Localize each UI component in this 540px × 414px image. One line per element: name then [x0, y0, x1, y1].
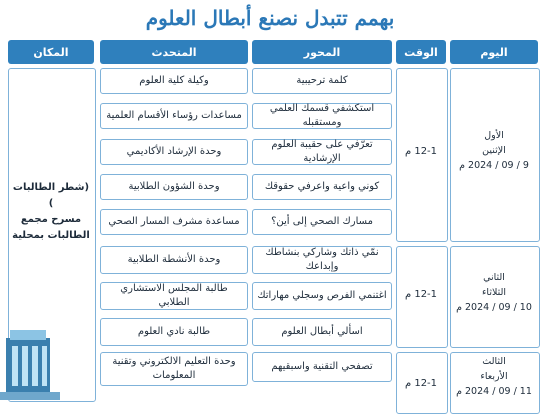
place-line-3: الطالبات بمحلية	[12, 230, 90, 241]
schedule-table	[8, 40, 538, 400]
day-2-name: الثاني	[483, 272, 505, 283]
day-1-speaker-5: مساعدة مشرف المسار الصحي	[100, 209, 248, 235]
col-header-speaker: المتحدث	[100, 40, 248, 64]
day-2-topic-3: اسألي أبطال العلوم	[252, 318, 392, 346]
header	[0, 0, 540, 40]
day-1-speaker-1: وكيلة كلية العلوم	[100, 68, 248, 94]
day-1-speaker-3: وحدة الإرشاد الأكاديمي	[100, 139, 248, 165]
day-1-speaker-2: مساعدات رؤساء الأقسام العلمية	[100, 103, 248, 129]
day-1-date: 9 / 09 / 2024 م	[459, 160, 529, 171]
day-3-weekday: الأربعاء	[480, 371, 508, 382]
day-1-topic-3: تعرّفي على حقيبة العلوم الإرشادية	[252, 139, 392, 165]
place-text	[10, 180, 92, 244]
day-2-weekday: الثلاثاء	[481, 287, 507, 298]
day-2-speaker-3: طالبة نادي العلوم	[100, 318, 248, 346]
day-2-topic-1: نمّي ذاتك وشاركي بنشاطك وإبداعك	[252, 246, 392, 274]
day-3-time: 12-1 م	[404, 378, 438, 389]
col-header-topic: المحور	[252, 40, 392, 64]
day-2-speaker-1: وحدة الأنشطة الطلابية	[100, 246, 248, 274]
day-3-topic-1: تصفحي التقنية واسبقيهم	[252, 352, 392, 382]
col-header-time: الوقت	[396, 40, 446, 64]
day-1-name: الأول	[484, 130, 504, 141]
day-1-weekday: الإثنين	[482, 145, 506, 156]
day-1-topic-2: استكشفي قسمك العلمي ومستقبله	[252, 103, 392, 129]
day-2-label	[452, 270, 536, 315]
day-3-date: 11 / 09 / 2024 م	[456, 386, 532, 397]
day-1-topic-4: كوني واعية واعرفي حقوقك	[252, 174, 392, 200]
day-2-topic-2: اغتنمي الفرص وسجلي مهاراتك	[252, 282, 392, 310]
day-1-topic-5: مسارك الصحي إلى أين؟	[252, 209, 392, 235]
building-illustration	[0, 320, 60, 400]
day-1-topic-1: كلمة ترحيبية	[252, 68, 392, 94]
day-1-time: 12-1 م	[404, 146, 438, 157]
day-2-time: 12-1 م	[404, 289, 438, 300]
day-1-speaker-4: وحدة الشؤون الطلابية	[100, 174, 248, 200]
col-header-place: المكان	[8, 40, 94, 64]
day-2-speaker-2: طالبة المجلس الاستشاري الطلابي	[100, 282, 248, 310]
day-1-label	[452, 128, 536, 173]
place-line-2: مسرح مجمع	[20, 214, 82, 225]
day-3-label	[452, 354, 536, 399]
day-3-name: الثالث	[482, 356, 506, 367]
slogan: بهمم تتبدل نصنع أبطال العلوم	[145, 6, 395, 30]
col-header-day: اليوم	[450, 40, 538, 64]
day-3-speaker-1: وحدة التعليم الالكتروني وتقنية المعلومات	[100, 352, 248, 386]
day-2-date: 10 / 09 / 2024 م	[456, 302, 532, 313]
place-line-1: (شطر الطالبات )	[12, 182, 90, 209]
